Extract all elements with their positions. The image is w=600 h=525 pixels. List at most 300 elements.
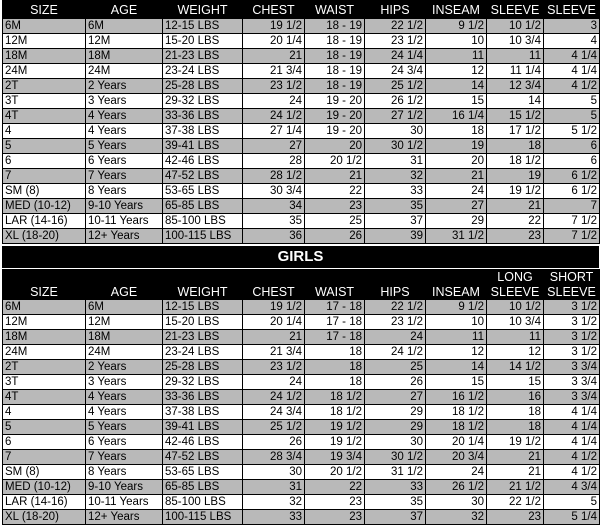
girls-cell-weight: 21-23 LBS xyxy=(163,330,243,345)
boys-cell-chest: 24 xyxy=(243,94,305,109)
boys-cell-size: 24M xyxy=(3,64,86,79)
girls-header-chest xyxy=(243,270,305,285)
girls-cell-waist: 19 3/4 xyxy=(305,450,365,465)
girls-cell-inseam: 14 xyxy=(426,360,487,375)
table-row xyxy=(3,19,600,34)
girls-cell-weight: 100-115 LBS xyxy=(163,510,243,525)
boys-cell-chest: 21 3/4 xyxy=(243,64,305,79)
girls-cell-hips: 33 xyxy=(365,480,426,495)
boys-cell-chest: 27 1/4 xyxy=(243,124,305,139)
boys-cell-waist: 19 - 20 xyxy=(305,109,365,124)
girls-header-hips: HIPS xyxy=(365,285,426,300)
boys-cell-size: 7 xyxy=(3,169,86,184)
boys-header-hips: HIPS xyxy=(365,1,426,19)
girls-cell-weight: 23-24 LBS xyxy=(163,345,243,360)
girls-cell-weight: 42-46 LBS xyxy=(163,435,243,450)
boys-cell-chest: 30 3/4 xyxy=(243,184,305,199)
girls-cell-size: LAR (14-16) xyxy=(3,495,86,510)
girls-cell-chest: 30 xyxy=(243,465,305,480)
boys-cell-weight: 100-115 LBS xyxy=(163,229,243,244)
girls-cell-age: 6M xyxy=(86,300,163,315)
boys-cell-hips: 31 xyxy=(365,154,426,169)
boys-cell-chest: 20 1/4 xyxy=(243,34,305,49)
boys-cell-waist: 21 xyxy=(305,169,365,184)
boys-cell-sleeve-2: 5 xyxy=(544,94,600,109)
girls-cell-sleeve-2: 4 3/4 xyxy=(544,480,600,495)
boys-cell-weight: 12-15 LBS xyxy=(163,19,243,34)
girls-cell-age: 2 Years xyxy=(86,360,163,375)
boys-cell-chest: 28 xyxy=(243,154,305,169)
girls-cell-chest: 24 3/4 xyxy=(243,405,305,420)
girls-cell-chest: 20 1/4 xyxy=(243,315,305,330)
girls-header-top-row xyxy=(3,270,600,285)
girls-cell-age: 24M xyxy=(86,345,163,360)
boys-cell-waist: 18 - 19 xyxy=(305,19,365,34)
boys-cell-sleeve-2: 6 1/2 xyxy=(544,169,600,184)
boys-cell-sleeve-2: 7 1/2 xyxy=(544,214,600,229)
boys-cell-size: 6 xyxy=(3,154,86,169)
boys-cell-inseam: 18 xyxy=(426,124,487,139)
girls-cell-weight: 25-28 LBS xyxy=(163,360,243,375)
girls-cell-sleeve: 21 xyxy=(487,465,544,480)
girls-cell-hips: 37 xyxy=(365,510,426,525)
girls-cell-age: 8 Years xyxy=(86,465,163,480)
boys-cell-size: XL (18-20) xyxy=(3,229,86,244)
girls-cell-sleeve: 21 1/2 xyxy=(487,480,544,495)
boys-table-body xyxy=(3,19,600,244)
girls-cell-sleeve-2: 4 1/4 xyxy=(544,420,600,435)
boys-cell-hips: 33 xyxy=(365,184,426,199)
girls-cell-sleeve: 15 xyxy=(487,375,544,390)
boys-header-waist: WAIST xyxy=(305,1,365,19)
girls-cell-sleeve-2: 3 3/4 xyxy=(544,360,600,375)
girls-cell-sleeve-2: 4 1/4 xyxy=(544,405,600,420)
girls-cell-sleeve: 23 xyxy=(487,510,544,525)
girls-header-inseam: INSEAM xyxy=(426,285,487,300)
table-row xyxy=(3,465,600,480)
girls-cell-age: 7 Years xyxy=(86,450,163,465)
boys-cell-size: SM (8) xyxy=(3,184,86,199)
girls-cell-size: 2T xyxy=(3,360,86,375)
girls-cell-age: 4 Years xyxy=(86,405,163,420)
girls-cell-hips: 29 xyxy=(365,420,426,435)
girls-cell-size: 4T xyxy=(3,390,86,405)
boys-cell-inseam: 12 xyxy=(426,64,487,79)
boys-cell-inseam: 19 xyxy=(426,139,487,154)
table-row xyxy=(3,315,600,330)
girls-cell-chest: 31 xyxy=(243,480,305,495)
boys-cell-inseam: 31 1/2 xyxy=(426,229,487,244)
table-row xyxy=(3,360,600,375)
girls-cell-chest: 25 1/2 xyxy=(243,420,305,435)
girls-cell-sleeve-2: 4 1/2 xyxy=(544,450,600,465)
girls-cell-chest: 33 xyxy=(243,510,305,525)
boys-cell-waist: 18 - 19 xyxy=(305,64,365,79)
boys-cell-sleeve: 19 xyxy=(487,169,544,184)
girls-cell-waist: 17 - 18 xyxy=(305,300,365,315)
girls-cell-sleeve: 14 1/2 xyxy=(487,360,544,375)
boys-cell-inseam: 16 1/4 xyxy=(426,109,487,124)
girls-cell-chest: 23 1/2 xyxy=(243,360,305,375)
girls-header-sleeve-2: SLEEVE xyxy=(544,285,600,300)
boys-cell-age: 12M xyxy=(86,34,163,49)
boys-cell-waist: 25 xyxy=(305,214,365,229)
table-row xyxy=(3,480,600,495)
girls-table-header xyxy=(3,270,600,300)
girls-cell-inseam: 26 1/2 xyxy=(426,480,487,495)
girls-cell-waist: 23 xyxy=(305,495,365,510)
girls-cell-chest: 21 xyxy=(243,330,305,345)
girls-cell-hips: 26 xyxy=(365,375,426,390)
boys-cell-chest: 21 xyxy=(243,49,305,64)
boys-cell-hips: 30 1/2 xyxy=(365,139,426,154)
boys-cell-chest: 35 xyxy=(243,214,305,229)
girls-cell-age: 5 Years xyxy=(86,420,163,435)
boys-cell-sleeve: 18 1/2 xyxy=(487,154,544,169)
boys-cell-sleeve: 12 3/4 xyxy=(487,79,544,94)
boys-header-row xyxy=(3,1,600,19)
boys-cell-age: 6M xyxy=(86,19,163,34)
boys-cell-sleeve: 10 3/4 xyxy=(487,34,544,49)
boys-header-weight: WEIGHT xyxy=(163,1,243,19)
girls-cell-hips: 23 1/2 xyxy=(365,315,426,330)
boys-cell-size: 4T xyxy=(3,109,86,124)
girls-header-waist: WAIST xyxy=(305,285,365,300)
boys-table-header xyxy=(3,1,600,19)
boys-cell-waist: 18 - 19 xyxy=(305,79,365,94)
girls-header-size xyxy=(3,270,86,285)
boys-cell-size: 18M xyxy=(3,49,86,64)
girls-cell-inseam: 20 1/4 xyxy=(426,435,487,450)
boys-cell-sleeve-2: 3 xyxy=(544,19,600,34)
table-row xyxy=(3,214,600,229)
boys-cell-hips: 24 3/4 xyxy=(365,64,426,79)
girls-cell-weight: 12-15 LBS xyxy=(163,300,243,315)
boys-cell-size: LAR (14-16) xyxy=(3,214,86,229)
girls-cell-size: 24M xyxy=(3,345,86,360)
girls-header-age xyxy=(86,270,163,285)
girls-cell-inseam: 16 1/2 xyxy=(426,390,487,405)
boys-cell-chest: 36 xyxy=(243,229,305,244)
girls-cell-size: MED (10-12) xyxy=(3,480,86,495)
boys-cell-inseam: 27 xyxy=(426,199,487,214)
girls-cell-age: 9-10 Years xyxy=(86,480,163,495)
boys-cell-sleeve: 11 xyxy=(487,49,544,64)
girls-cell-size: 7 xyxy=(3,450,86,465)
table-row xyxy=(3,154,600,169)
table-row xyxy=(3,64,600,79)
girls-cell-inseam: 24 xyxy=(426,465,487,480)
boys-cell-inseam: 10 xyxy=(426,34,487,49)
girls-cell-age: 6 Years xyxy=(86,435,163,450)
boys-cell-weight: 15-20 LBS xyxy=(163,34,243,49)
girls-cell-age: 12+ Years xyxy=(86,510,163,525)
boys-cell-hips: 27 1/2 xyxy=(365,109,426,124)
girls-header-row xyxy=(3,285,600,300)
boys-cell-age: 3 Years xyxy=(86,94,163,109)
girls-cell-hips: 24 1/2 xyxy=(365,345,426,360)
girls-cell-waist: 17 - 18 xyxy=(305,315,365,330)
girls-cell-age: 4 Years xyxy=(86,390,163,405)
girls-cell-hips: 29 xyxy=(365,405,426,420)
girls-cell-chest: 28 3/4 xyxy=(243,450,305,465)
girls-cell-inseam: 20 3/4 xyxy=(426,450,487,465)
girls-cell-size: 18M xyxy=(3,330,86,345)
girls-cell-sleeve-2: 5 1/4 xyxy=(544,510,600,525)
boys-cell-inseam: 11 xyxy=(426,49,487,64)
boys-cell-age: 8 Years xyxy=(86,184,163,199)
girls-cell-waist: 18 xyxy=(305,345,365,360)
boys-cell-age: 7 Years xyxy=(86,169,163,184)
boys-cell-inseam: 24 xyxy=(426,184,487,199)
boys-cell-sleeve: 10 1/2 xyxy=(487,19,544,34)
boys-cell-waist: 26 xyxy=(305,229,365,244)
girls-cell-sleeve-2: 4 1/4 xyxy=(544,435,600,450)
boys-cell-waist: 23 xyxy=(305,199,365,214)
boys-cell-sleeve-2: 6 xyxy=(544,154,600,169)
boys-header-age: AGE xyxy=(86,1,163,19)
boys-cell-weight: 37-38 LBS xyxy=(163,124,243,139)
girls-cell-inseam: 11 xyxy=(426,330,487,345)
girls-cell-age: 12M xyxy=(86,315,163,330)
girls-cell-waist: 18 xyxy=(305,375,365,390)
boys-cell-age: 4 Years xyxy=(86,109,163,124)
boys-cell-hips: 39 xyxy=(365,229,426,244)
boys-cell-chest: 24 1/2 xyxy=(243,109,305,124)
table-row xyxy=(3,184,600,199)
girls-header-inseam xyxy=(426,270,487,285)
girls-cell-chest: 21 3/4 xyxy=(243,345,305,360)
girls-cell-waist: 20 1/2 xyxy=(305,465,365,480)
boys-cell-sleeve: 17 1/2 xyxy=(487,124,544,139)
boys-cell-age: 12+ Years xyxy=(86,229,163,244)
girls-cell-sleeve-2: 3 1/2 xyxy=(544,345,600,360)
boys-cell-inseam: 20 xyxy=(426,154,487,169)
girls-cell-age: 10-11 Years xyxy=(86,495,163,510)
boys-cell-waist: 19 - 20 xyxy=(305,94,365,109)
boys-cell-size: 2T xyxy=(3,79,86,94)
girls-table-body xyxy=(3,300,600,525)
boys-cell-sleeve: 19 1/2 xyxy=(487,184,544,199)
girls-cell-inseam: 30 xyxy=(426,495,487,510)
girls-cell-sleeve: 11 xyxy=(487,330,544,345)
table-row xyxy=(3,49,600,64)
boys-cell-sleeve: 14 xyxy=(487,94,544,109)
boys-cell-age: 5 Years xyxy=(86,139,163,154)
girls-cell-weight: 65-85 LBS xyxy=(163,480,243,495)
girls-cell-inseam: 18 1/2 xyxy=(426,405,487,420)
boys-cell-age: 18M xyxy=(86,49,163,64)
girls-cell-sleeve-2: 3 1/2 xyxy=(544,330,600,345)
girls-cell-sleeve: 10 3/4 xyxy=(487,315,544,330)
boys-header-chest: CHEST xyxy=(243,1,305,19)
girls-cell-sleeve-2: 5 xyxy=(544,495,600,510)
girls-cell-size: 6 xyxy=(3,435,86,450)
girls-cell-sleeve-2: 3 1/2 xyxy=(544,315,600,330)
girls-cell-waist: 18 xyxy=(305,360,365,375)
table-row xyxy=(3,79,600,94)
girls-cell-weight: 15-20 LBS xyxy=(163,315,243,330)
boys-cell-hips: 26 1/2 xyxy=(365,94,426,109)
girls-section-title: GIRLS xyxy=(2,244,599,269)
girls-cell-inseam: 32 xyxy=(426,510,487,525)
girls-header-age: AGE xyxy=(86,285,163,300)
table-row xyxy=(3,124,600,139)
table-row xyxy=(3,510,600,525)
boys-cell-age: 24M xyxy=(86,64,163,79)
boys-header-inseam: INSEAM xyxy=(426,1,487,19)
girls-cell-hips: 27 xyxy=(365,390,426,405)
boys-cell-hips: 35 xyxy=(365,199,426,214)
boys-cell-sleeve-2: 6 1/2 xyxy=(544,184,600,199)
table-row xyxy=(3,330,600,345)
boys-cell-weight: 25-28 LBS xyxy=(163,79,243,94)
table-row xyxy=(3,300,600,315)
girls-cell-waist: 23 xyxy=(305,510,365,525)
girls-cell-inseam: 10 xyxy=(426,315,487,330)
boys-cell-size: 6M xyxy=(3,19,86,34)
boys-cell-chest: 19 1/2 xyxy=(243,19,305,34)
boys-cell-weight: 23-24 LBS xyxy=(163,64,243,79)
boys-cell-weight: 21-23 LBS xyxy=(163,49,243,64)
boys-cell-inseam: 21 xyxy=(426,169,487,184)
boys-cell-waist: 18 - 19 xyxy=(305,49,365,64)
boys-cell-chest: 23 1/2 xyxy=(243,79,305,94)
girls-cell-inseam: 15 xyxy=(426,375,487,390)
boys-cell-sleeve-2: 4 1/2 xyxy=(544,79,600,94)
boys-cell-age: 10-11 Years xyxy=(86,214,163,229)
girls-cell-age: 3 Years xyxy=(86,375,163,390)
boys-cell-size: 5 xyxy=(3,139,86,154)
girls-cell-sleeve: 21 xyxy=(487,450,544,465)
girls-cell-sleeve: 10 1/2 xyxy=(487,300,544,315)
boys-cell-sleeve-2: 5 1/2 xyxy=(544,124,600,139)
girls-cell-chest: 19 1/2 xyxy=(243,300,305,315)
table-row xyxy=(3,34,600,49)
girls-header-weight: WEIGHT xyxy=(163,285,243,300)
girls-cell-sleeve: 18 xyxy=(487,420,544,435)
boys-cell-weight: 33-36 LBS xyxy=(163,109,243,124)
table-row xyxy=(3,435,600,450)
boys-cell-chest: 27 xyxy=(243,139,305,154)
boys-cell-sleeve: 21 xyxy=(487,199,544,214)
boys-cell-size: 4 xyxy=(3,124,86,139)
boys-cell-weight: 47-52 LBS xyxy=(163,169,243,184)
girls-cell-hips: 25 xyxy=(365,360,426,375)
girls-cell-sleeve-2: 3 3/4 xyxy=(544,375,600,390)
girls-header-sleeve: SLEEVE xyxy=(487,285,544,300)
girls-cell-chest: 32 xyxy=(243,495,305,510)
table-row xyxy=(3,169,600,184)
boys-cell-sleeve-2: 6 xyxy=(544,139,600,154)
boys-cell-chest: 34 xyxy=(243,199,305,214)
boys-header-sleeve: SLEEVE xyxy=(487,1,544,19)
girls-cell-size: 12M xyxy=(3,315,86,330)
girls-header-weight xyxy=(163,270,243,285)
table-row xyxy=(3,139,600,154)
girls-header-sleeve: LONG xyxy=(487,270,544,285)
girls-cell-hips: 22 1/2 xyxy=(365,300,426,315)
boys-size-table xyxy=(2,0,600,244)
boys-cell-weight: 65-85 LBS xyxy=(163,199,243,214)
girls-cell-sleeve: 22 1/2 xyxy=(487,495,544,510)
girls-cell-sleeve: 12 xyxy=(487,345,544,360)
table-row xyxy=(3,405,600,420)
girls-cell-size: SM (8) xyxy=(3,465,86,480)
boys-cell-sleeve-2: 4 xyxy=(544,34,600,49)
girls-cell-chest: 24 xyxy=(243,375,305,390)
boys-cell-inseam: 15 xyxy=(426,94,487,109)
girls-cell-sleeve-2: 3 1/2 xyxy=(544,300,600,315)
boys-cell-sleeve-2: 7 1/2 xyxy=(544,229,600,244)
girls-cell-chest: 24 1/2 xyxy=(243,390,305,405)
boys-cell-waist: 18 - 19 xyxy=(305,34,365,49)
girls-cell-sleeve: 18 xyxy=(487,405,544,420)
girls-cell-weight: 29-32 LBS xyxy=(163,375,243,390)
boys-cell-waist: 20 xyxy=(305,139,365,154)
girls-cell-age: 18M xyxy=(86,330,163,345)
girls-cell-sleeve-2: 3 3/4 xyxy=(544,390,600,405)
girls-header-chest: CHEST xyxy=(243,285,305,300)
table-row xyxy=(3,199,600,214)
boys-cell-hips: 24 1/4 xyxy=(365,49,426,64)
girls-cell-inseam: 18 1/2 xyxy=(426,420,487,435)
girls-cell-sleeve: 16 xyxy=(487,390,544,405)
girls-cell-inseam: 12 xyxy=(426,345,487,360)
boys-cell-sleeve: 15 1/2 xyxy=(487,109,544,124)
girls-cell-hips: 31 1/2 xyxy=(365,465,426,480)
girls-cell-weight: 85-100 LBS xyxy=(163,495,243,510)
girls-cell-inseam: 9 1/2 xyxy=(426,300,487,315)
table-row xyxy=(3,94,600,109)
table-row xyxy=(3,375,600,390)
girls-cell-waist: 18 1/2 xyxy=(305,405,365,420)
girls-cell-sleeve-2: 4 1/2 xyxy=(544,465,600,480)
girls-cell-size: XL (18-20) xyxy=(3,510,86,525)
boys-cell-inseam: 29 xyxy=(426,214,487,229)
girls-cell-weight: 47-52 LBS xyxy=(163,450,243,465)
boys-cell-waist: 19 - 20 xyxy=(305,124,365,139)
girls-cell-hips: 35 xyxy=(365,495,426,510)
boys-cell-age: 6 Years xyxy=(86,154,163,169)
boys-cell-hips: 22 1/2 xyxy=(365,19,426,34)
boys-cell-weight: 39-41 LBS xyxy=(163,139,243,154)
boys-cell-sleeve: 11 1/4 xyxy=(487,64,544,79)
boys-cell-weight: 42-46 LBS xyxy=(163,154,243,169)
boys-cell-hips: 30 xyxy=(365,124,426,139)
girls-cell-sleeve: 19 1/2 xyxy=(487,435,544,450)
table-row xyxy=(3,109,600,124)
girls-header-size: SIZE xyxy=(3,285,86,300)
boys-cell-sleeve-2: 4 1/4 xyxy=(544,49,600,64)
girls-cell-size: 5 xyxy=(3,420,86,435)
boys-cell-weight: 53-65 LBS xyxy=(163,184,243,199)
girls-header-waist xyxy=(305,270,365,285)
boys-cell-hips: 23 1/2 xyxy=(365,34,426,49)
girls-cell-weight: 33-36 LBS xyxy=(163,390,243,405)
boys-cell-hips: 32 xyxy=(365,169,426,184)
boys-cell-age: 4 Years xyxy=(86,124,163,139)
girls-cell-hips: 24 xyxy=(365,330,426,345)
boys-cell-sleeve: 18 xyxy=(487,139,544,154)
boys-cell-size: 3T xyxy=(3,94,86,109)
boys-cell-inseam: 14 xyxy=(426,79,487,94)
boys-cell-weight: 85-100 LBS xyxy=(163,214,243,229)
girls-cell-waist: 18 1/2 xyxy=(305,390,365,405)
boys-cell-chest: 28 1/2 xyxy=(243,169,305,184)
boys-header-sleeve-2: SLEEVE xyxy=(544,1,600,19)
girls-cell-waist: 19 1/2 xyxy=(305,420,365,435)
